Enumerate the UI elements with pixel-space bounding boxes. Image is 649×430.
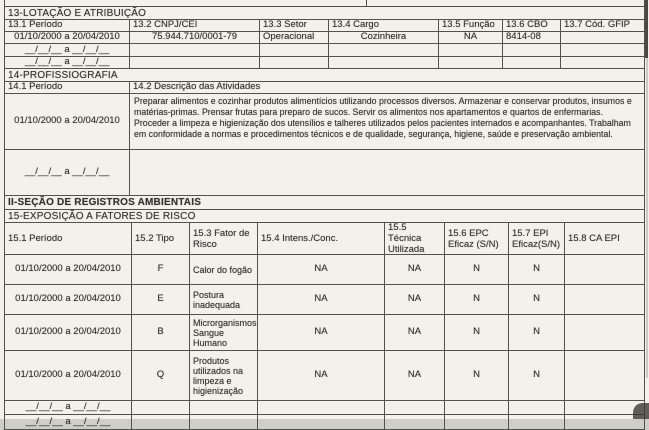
cell-ca-epi bbox=[564, 285, 644, 314]
cell-funcao bbox=[438, 44, 502, 56]
cell-tipo bbox=[131, 401, 189, 414]
cell-periodo: 01/10/2000 a 20/04/2010 bbox=[15, 293, 121, 305]
cell-epc: N bbox=[444, 351, 508, 400]
cell-epi: N bbox=[508, 255, 564, 284]
cell-periodo: 01/10/2000 a 20/04/2010 bbox=[15, 369, 121, 381]
cell-tipo: Q bbox=[131, 351, 189, 400]
cell-periodo: __/__/__ a __/__/__ bbox=[24, 56, 110, 68]
cell-cargo bbox=[328, 44, 438, 56]
cell-cargo bbox=[328, 57, 438, 68]
cell-cbo bbox=[502, 57, 560, 68]
cell-periodo: __/__/__ a __/__/__ bbox=[25, 401, 111, 413]
cell-setor: Operacional bbox=[259, 32, 328, 43]
cell-epc: N bbox=[444, 315, 508, 350]
column-header-setor: 13.3 Setor bbox=[259, 20, 328, 31]
cell-epi: N bbox=[508, 285, 564, 314]
cell-gfip bbox=[560, 44, 644, 56]
table-row bbox=[5, 94, 644, 150]
cell-fator: Calor do fogão bbox=[189, 255, 257, 284]
table-row bbox=[5, 401, 644, 415]
cell-intens: NA bbox=[257, 351, 384, 400]
column-header-tecnica: 15.5 Técnica Utilizada bbox=[384, 223, 444, 254]
cell-epc bbox=[444, 415, 508, 429]
cell-periodo: 01/10/2000 a 20/04/2010 bbox=[14, 115, 120, 127]
cell-fator bbox=[189, 401, 257, 414]
cell-intens: NA bbox=[257, 315, 384, 350]
cell-cbo: 8414-08 bbox=[502, 32, 560, 43]
cell-cargo: Cozinheira bbox=[328, 32, 438, 43]
cell-periodo: 01/10/2000 a 20/04/2010 bbox=[15, 263, 121, 275]
cell-cnpj: 75.944.710/0001-79 bbox=[129, 32, 259, 43]
section-14-title: 14-PROFISSIOGRAFIA bbox=[8, 69, 118, 81]
cell-tecnica: NA bbox=[384, 315, 444, 350]
cell-descricao bbox=[129, 150, 644, 195]
scan-artifact bbox=[645, 0, 648, 58]
cell-ca-epi bbox=[564, 415, 644, 429]
cell-gfip bbox=[560, 57, 644, 68]
column-header-cargo: 13.4 Cargo bbox=[328, 20, 438, 31]
table-row bbox=[5, 351, 644, 401]
cell-tipo: F bbox=[131, 255, 189, 284]
column-header-periodo: 15.1 Período bbox=[8, 233, 63, 244]
cell-cnpj bbox=[129, 44, 259, 56]
table-row bbox=[5, 255, 644, 285]
cell-ca-epi bbox=[564, 351, 644, 400]
cell-ca-epi bbox=[564, 255, 644, 284]
cell-tecnica bbox=[384, 401, 444, 414]
cell-intens: NA bbox=[257, 255, 384, 284]
cell-intens bbox=[257, 401, 384, 414]
cell-ca-epi bbox=[564, 401, 644, 414]
table-row bbox=[5, 32, 644, 44]
column-header-tipo: 15.2 Tipo bbox=[131, 223, 189, 254]
cell-periodo: __/__/__ a __/__/__ bbox=[24, 43, 110, 55]
scan-artifact bbox=[633, 403, 649, 419]
cell-tipo: B bbox=[131, 315, 189, 350]
cell-tipo: E bbox=[131, 285, 189, 314]
table-row bbox=[5, 150, 644, 196]
table-14-header-row bbox=[5, 82, 644, 94]
cell-tecnica bbox=[384, 415, 444, 429]
cell-periodo: 01/10/2000 a 20/04/2010 bbox=[15, 326, 121, 338]
column-header-epc: 15.6 EPC Eficaz (S/N) bbox=[444, 223, 508, 254]
cell-setor bbox=[259, 57, 328, 68]
column-header-descricao: 14.2 Descrição das Atividades bbox=[129, 82, 644, 93]
ppp-form bbox=[4, 6, 645, 430]
column-header-funcao: 13.5 Função bbox=[438, 20, 502, 31]
column-header-cbo: 13.6 CBO bbox=[502, 20, 560, 31]
cell-cbo bbox=[502, 44, 560, 56]
section-ii-title: II-SEÇÃO DE REGISTROS AMBIENTAIS bbox=[8, 197, 202, 208]
cell-epi bbox=[508, 401, 564, 414]
cell-cnpj bbox=[129, 57, 259, 68]
cell-fator bbox=[189, 415, 257, 429]
cell-intens: NA bbox=[257, 285, 384, 314]
cell-tecnica: NA bbox=[384, 255, 444, 284]
cell-fator: Microrganismos Sangue Humano bbox=[189, 315, 257, 350]
cell-epi bbox=[508, 415, 564, 429]
cell-epc bbox=[444, 401, 508, 414]
cell-tecnica: NA bbox=[384, 351, 444, 400]
cell-setor bbox=[259, 44, 328, 56]
table-row bbox=[5, 285, 644, 315]
cell-epi: N bbox=[508, 315, 564, 350]
cell-descricao: Preparar alimentos e cozinhar produtos alimentícios utilizando processos diversos. Armazenar e conservar produtos, insumos e matérias-primas. Prensar frutas para preparo de sucos. Servir os alimentos nos apartamentos e quartos de enfermarias. Proceder a limpeza e higienização dos utensílios e talheres utilizados pelos pacientes internados e acompanhantes. Trabalham em conformidade a normas e procedimentos técnicos e de qualidade, segurança, higiene, saúde e preservação ambiental. bbox=[129, 94, 644, 149]
scan-artifact bbox=[646, 58, 648, 378]
column-header-epi: 15.7 EPI Eficaz(S/N) bbox=[508, 223, 564, 254]
column-header-periodo: 14.1 Período bbox=[8, 81, 63, 93]
cell-fator: Produtos utilizados na limpeza e higienização bbox=[189, 351, 257, 400]
table-row bbox=[5, 415, 644, 429]
column-header-fator: 15.3 Fator de Risco bbox=[189, 223, 257, 254]
cell-gfip bbox=[560, 32, 644, 43]
column-header-ca-epi: 15.8 CA EPI bbox=[564, 223, 644, 254]
cell-intens bbox=[257, 415, 384, 429]
cell-epc: N bbox=[444, 255, 508, 284]
column-header-gfip: 13.7 Cód. GFIP bbox=[560, 20, 644, 31]
cell-epi: N bbox=[508, 351, 564, 400]
cell-funcao bbox=[438, 57, 502, 68]
cell-funcao: NA bbox=[438, 32, 502, 43]
cell-periodo: 01/10/2000 a 20/04/2010 bbox=[14, 31, 120, 43]
column-header-periodo: 13.1 Período bbox=[8, 19, 63, 31]
cell-fator: Postura inadequada bbox=[189, 285, 257, 314]
table-row bbox=[5, 315, 644, 351]
cell-periodo: __/__/__ a __/__/__ bbox=[24, 166, 110, 178]
table-15-header-row bbox=[5, 223, 644, 255]
cell-periodo: __/__/__ a __/__/__ bbox=[25, 415, 111, 427]
section-15-title: 15-EXPOSIÇÃO A FATORES DE RISCO bbox=[8, 210, 196, 222]
section-13-title: 13-LOTAÇÃO E ATRIBUIÇÃO bbox=[8, 7, 147, 19]
cell-tecnica: NA bbox=[384, 285, 444, 314]
column-header-cnpj: 13.2 CNPJ/CEI bbox=[129, 20, 259, 31]
column-header-intens: 15.4 Intens./Conc. bbox=[257, 223, 384, 254]
cell-epc: N bbox=[444, 285, 508, 314]
table-row bbox=[5, 57, 644, 69]
cell-tipo bbox=[131, 415, 189, 429]
cell-ca-epi bbox=[564, 315, 644, 350]
